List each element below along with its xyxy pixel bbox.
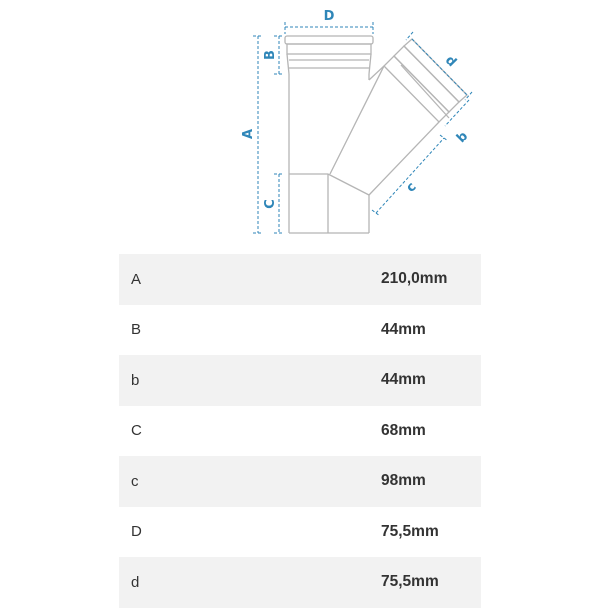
pipe-outline xyxy=(285,36,467,233)
dimension-name: B xyxy=(131,321,142,339)
dimension-name: C xyxy=(131,422,142,440)
dimension-label-B: B xyxy=(263,50,278,60)
dimension-value: 210,0mm xyxy=(381,270,448,288)
dimension-label-D: D xyxy=(323,9,335,24)
dimension-name: d xyxy=(131,573,140,591)
y-junction-drawing xyxy=(0,0,600,250)
dimension-label-b: b xyxy=(453,128,472,147)
dimension-value: 75,5mm xyxy=(381,522,439,540)
dimension-label-c: c xyxy=(403,179,420,196)
dimension-label-d: d xyxy=(441,52,460,71)
dimensions-table xyxy=(119,254,481,608)
dimension-value: 98mm xyxy=(381,472,426,490)
dimension-value: 75,5mm xyxy=(381,573,439,591)
dimension-name: b xyxy=(131,371,140,389)
dimension-value: 44mm xyxy=(381,320,426,338)
dimension-label-A: A xyxy=(241,128,256,140)
table-row xyxy=(119,507,481,558)
dimension-name: c xyxy=(131,472,139,490)
table-row xyxy=(119,456,481,507)
dimension-value: 44mm xyxy=(381,371,426,389)
table-row xyxy=(119,305,481,356)
dimension-label-C: C xyxy=(263,199,278,209)
dimension-value: 68mm xyxy=(381,421,426,439)
table-row xyxy=(119,406,481,457)
table-row xyxy=(119,254,481,305)
dimension-name: D xyxy=(131,523,142,541)
table-row xyxy=(119,355,481,406)
fitting-diagram xyxy=(0,0,600,250)
dimension-name: A xyxy=(131,270,142,288)
